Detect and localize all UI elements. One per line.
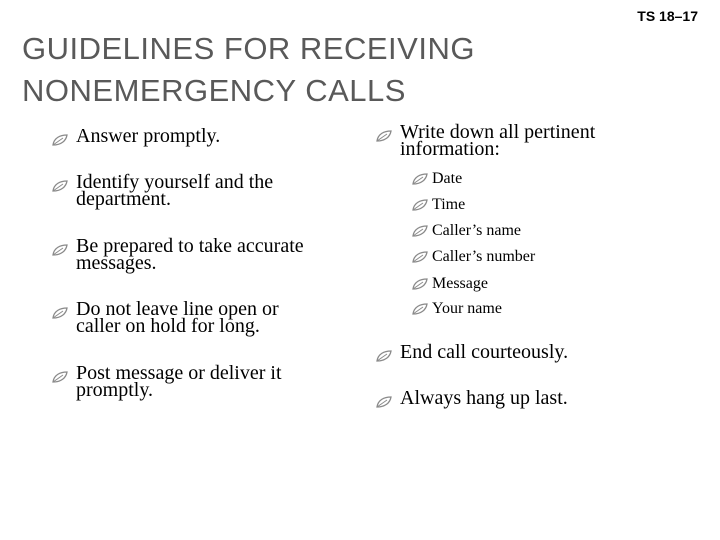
title-line-2: NONEMERGENCY CALLS bbox=[22, 73, 406, 108]
sub-item-callers-number bbox=[412, 248, 535, 266]
bullet-text-line: Write down all pertinent bbox=[400, 121, 596, 143]
sub-item-your-name bbox=[412, 300, 502, 318]
leaf-bullet-icon bbox=[412, 251, 428, 263]
bullet-text-line: caller on hold for long. bbox=[76, 315, 260, 337]
slide-title bbox=[22, 28, 582, 112]
sub-item-time bbox=[412, 196, 465, 214]
bullet-write-down-information bbox=[376, 121, 596, 160]
sub-item-text: Time bbox=[432, 196, 466, 213]
bullet-answer-promptly bbox=[52, 125, 221, 147]
leaf-bullet-icon bbox=[52, 371, 72, 383]
leaf-bullet-icon bbox=[376, 396, 396, 408]
leaf-bullet-icon bbox=[412, 225, 428, 237]
sub-item-callers-name bbox=[412, 222, 521, 240]
bullet-post-message bbox=[52, 362, 282, 401]
bullet-text-line: Answer promptly. bbox=[76, 125, 221, 147]
leaf-bullet-icon bbox=[412, 173, 428, 185]
sub-item-text: Message bbox=[432, 275, 488, 292]
leaf-bullet-icon bbox=[52, 307, 72, 319]
leaf-bullet-icon bbox=[412, 199, 428, 211]
bullet-text-line: Do not leave line open or bbox=[76, 298, 279, 320]
leaf-bullet-icon bbox=[52, 180, 72, 192]
bullet-text-line: End call courteously. bbox=[400, 341, 569, 363]
title-line-1: GUIDELINES FOR RECEIVING bbox=[22, 31, 475, 66]
sub-item-date bbox=[412, 170, 462, 188]
bullet-do-not-leave-line-open bbox=[52, 298, 279, 337]
leaf-bullet-icon bbox=[376, 130, 396, 142]
bullet-be-prepared bbox=[52, 235, 304, 274]
sub-item-text: Caller’s number bbox=[432, 248, 536, 265]
sub-item-text: Date bbox=[432, 170, 463, 187]
bullet-text-line: Always hang up last. bbox=[400, 387, 568, 409]
bullet-text-line: messages. bbox=[76, 252, 157, 274]
sub-item-text: Your name bbox=[432, 300, 502, 317]
bullet-text-line: Identify yourself and the bbox=[76, 171, 274, 193]
bullet-text-line: Be prepared to take accurate bbox=[76, 235, 304, 257]
leaf-bullet-icon bbox=[52, 244, 72, 256]
bullet-always-hang-up-last bbox=[376, 387, 568, 409]
sub-item-message bbox=[412, 275, 488, 293]
leaf-bullet-icon bbox=[412, 278, 428, 290]
bullet-text-line: department. bbox=[76, 188, 171, 210]
leaf-bullet-icon bbox=[412, 303, 428, 315]
leaf-bullet-icon bbox=[376, 350, 396, 362]
bullet-text-line: Post message or deliver it bbox=[76, 362, 282, 384]
bullet-end-call-courteously bbox=[376, 341, 569, 363]
leaf-bullet-icon bbox=[52, 134, 72, 146]
slide-number: TS 18–17 bbox=[637, 8, 698, 24]
sub-item-text: Caller’s name bbox=[432, 222, 522, 239]
bullet-text-line: promptly. bbox=[76, 379, 154, 401]
bullet-identify-yourself bbox=[52, 171, 274, 210]
bullet-text-line: information: bbox=[400, 138, 500, 160]
